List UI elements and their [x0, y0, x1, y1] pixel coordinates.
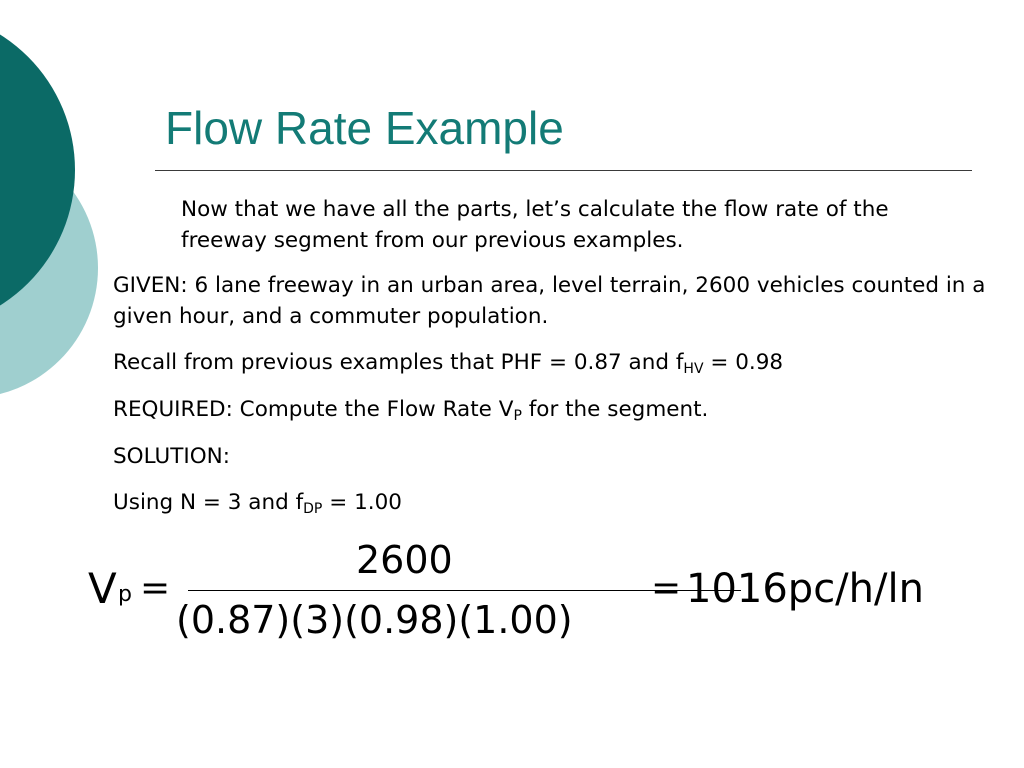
equation-result: 1016pc/h/ln: [686, 566, 924, 612]
recall-text: [113, 347, 783, 378]
required-subscript: P: [513, 408, 522, 424]
given-text: GIVEN: 6 lane freeway in an urban area, level terrain, 2600 vehicles counted in a given hour, and a commuter population.: [113, 273, 986, 329]
using-suffix: = 1.00: [322, 490, 402, 515]
equation-lhs: V: [88, 564, 117, 613]
recall-subscript: HV: [683, 361, 704, 377]
equation-equals-sign: =: [140, 568, 171, 609]
using-prefix: Using N = 3 and f: [113, 490, 304, 515]
intro-text: Now that we have all the parts, let’s calculate the flow rate of the freeway segment from our previous examples.: [181, 197, 889, 253]
solution-heading: SOLUTION:: [113, 444, 230, 469]
required-suffix: for the segment.: [521, 397, 709, 422]
slide-title: Flow Rate Example: [165, 102, 564, 154]
using-subscript: DP: [303, 501, 323, 517]
using-text: [113, 487, 402, 518]
equation-denominator: (0.87)(3)(0.98)(1.00): [176, 598, 573, 642]
equation-lhs-subscript: p: [118, 582, 132, 607]
title-divider: [155, 170, 972, 171]
recall-prefix: Recall from previous examples that PHF = 0.87 and f: [113, 350, 684, 375]
flow-rate-equation: [88, 536, 988, 646]
equation-numerator: 2600: [356, 538, 453, 582]
required-text: [113, 394, 708, 425]
required-prefix: REQUIRED: Compute the Flow Rate V: [113, 397, 514, 422]
recall-suffix: = 0.98: [703, 350, 784, 375]
equation-result-equals-sign: =: [651, 568, 682, 609]
